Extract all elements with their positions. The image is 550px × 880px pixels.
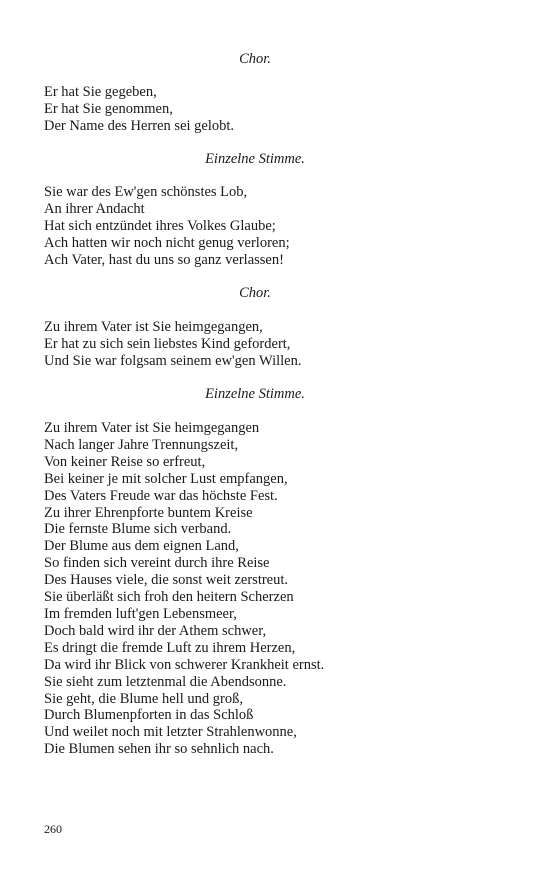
stanza <box>44 84 524 135</box>
verse-line: Die Blumen sehen ihr so sehnlich nach. <box>44 741 274 758</box>
section-heading: Einzelne Stimme. <box>205 151 305 167</box>
verse-line: Von keiner Reise so erfreut, <box>44 453 206 470</box>
section-heading: Einzelne Stimme. <box>205 386 305 402</box>
verse-line: Doch bald wird ihr der Athem schwer, <box>44 622 267 639</box>
verse-line: Es dringt die fremde Luft zu ihrem Herzen, <box>44 639 296 656</box>
verse-line: An ihrer Andacht <box>44 200 145 217</box>
page-number: 260 <box>44 822 62 836</box>
verse-line: Sie sieht zum letztenmal die Abendsonne. <box>44 673 287 690</box>
verse-line: Nach langer Jahre Trennungszeit, <box>44 436 239 453</box>
verse-line: So finden sich vereint durch ihre Reise <box>44 555 270 572</box>
verse-line: Des Hauses viele, die sonst weit zerstreut. <box>44 572 289 589</box>
verse-line: Bei keiner je mit solcher Lust empfangen, <box>44 470 288 487</box>
verse-line: Da wird ihr Blick von schwerer Krankheit ernst. <box>44 656 325 673</box>
stanza <box>44 319 524 370</box>
section-heading: Chor. <box>239 285 271 301</box>
verse-line: Er hat Sie genommen, <box>44 100 173 117</box>
verse-line: Sie war des Ew'gen schönstes Lob, <box>44 184 248 200</box>
verse-line: Hat sich entzündet ihres Volkes Glaube; <box>44 217 276 234</box>
stanza <box>44 184 524 269</box>
section-heading: Chor. <box>239 51 271 67</box>
verse-line: Ach hatten wir noch nicht genug verloren; <box>44 234 290 251</box>
verse-line: Sie geht, die Blume hell und groß, <box>44 690 243 707</box>
verse-line: Die fernste Blume sich verband. <box>44 521 232 538</box>
verse-line: Sie überläßt sich froh den heitern Scherzen <box>44 589 294 606</box>
verse-line: Zu ihrem Vater ist Sie heimgegangen, <box>44 319 263 335</box>
verse-line: Durch Blumenpforten in das Schloß <box>44 707 254 724</box>
verse-line: Ach Vater, hast du uns so ganz verlassen! <box>44 251 284 268</box>
verse-line: Der Blume aus dem eignen Land, <box>44 538 239 555</box>
verse-line: Er hat zu sich sein liebstes Kind gefordert, <box>44 335 291 352</box>
verse-line: Der Name des Herren sei gelobt. <box>44 117 235 134</box>
verse-line: Im fremden luft'gen Lebensmeer, <box>44 605 237 622</box>
verse-line: Und Sie war folgsam seinem ew'gen Willen. <box>44 352 302 369</box>
verse-line: Zu ihrer Ehrenpforte buntem Kreise <box>44 504 253 521</box>
verse-line: Er hat Sie gegeben, <box>44 84 157 100</box>
stanza <box>44 420 524 758</box>
verse-line: Und weilet noch mit letzter Strahlenwonne, <box>44 724 297 741</box>
verse-line: Zu ihrem Vater ist Sie heimgegangen <box>44 420 260 436</box>
verse-line: Des Vaters Freude war das höchste Fest. <box>44 487 278 504</box>
